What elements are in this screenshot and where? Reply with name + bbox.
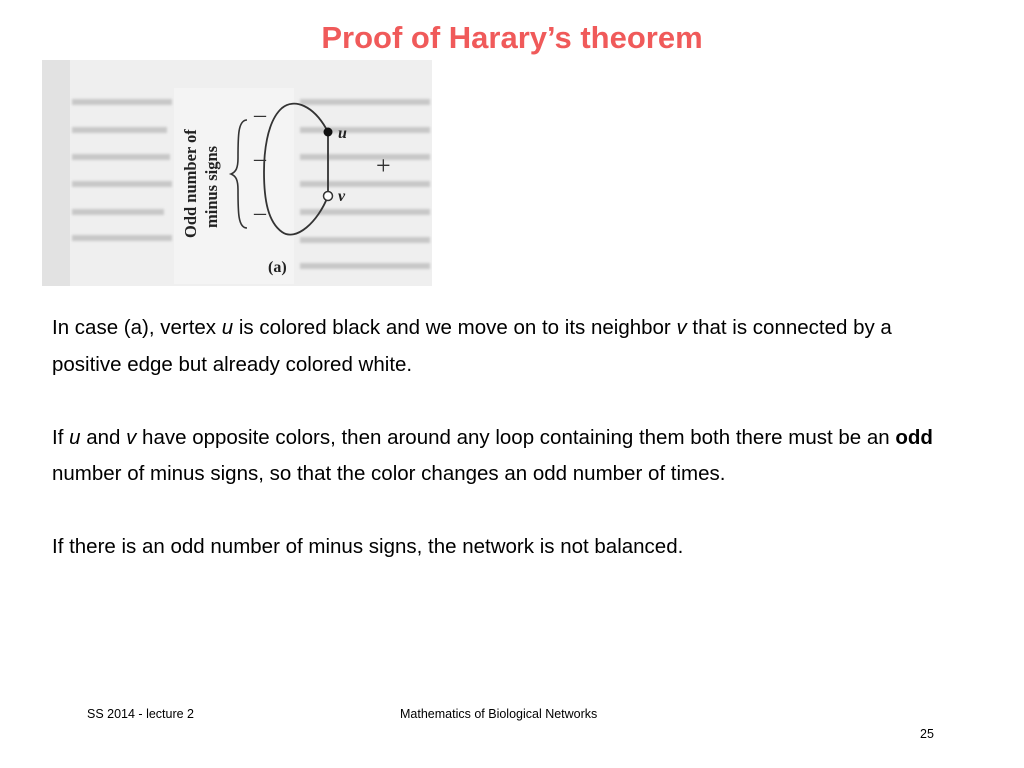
slide-body [52, 310, 952, 566]
p2-text-3: have opposite colors, then around any loop containing them both there must be an [136, 425, 896, 449]
figure-left-shade [42, 60, 70, 286]
p2-text-1: If [52, 425, 70, 449]
vertex-u-label: u [338, 125, 347, 142]
p2-var-v: v [126, 425, 137, 449]
p2-bold-odd: odd [895, 425, 933, 449]
footer-lecture: SS 2014 - lecture 2 [87, 707, 195, 721]
side-label-line1: Odd number of [181, 129, 200, 238]
plus-sign: + [376, 151, 391, 180]
side-label-line2: minus signs [202, 145, 221, 228]
minus-sign-middle: – [254, 146, 266, 172]
paragraph-opposite-colors [52, 420, 952, 493]
minus-sign-bottom: – [254, 200, 266, 226]
vertex-v-label: v [338, 188, 346, 205]
page-number: 25 [920, 727, 934, 741]
p1-text-2: is colored black and we move on to its neighbor [233, 316, 677, 339]
p1-text-1: In case (a), vertex [52, 316, 222, 339]
figure-caption: (a) [268, 259, 287, 276]
p1-var-v: v [676, 316, 687, 339]
p2-var-u: u [69, 425, 81, 449]
slide-title: Proof of Harary’s theorem [321, 20, 703, 55]
vertex-v-dot [324, 192, 333, 201]
minus-sign-top: – [254, 102, 266, 128]
paragraph-case-a [52, 310, 952, 383]
p2-text-2: and [80, 425, 127, 449]
odd-cycle-figure [42, 60, 432, 286]
p1-var-u: u [221, 316, 234, 339]
p1-text-3: that is connected by a positive edge but already colored white. [52, 316, 892, 376]
paragraph-conclusion: If there is an odd number of minus signs, the network is not balanced. [52, 535, 684, 558]
p2-text-4: number of minus signs, so that the color changes an odd number of times. [52, 462, 726, 485]
vertex-u-dot [324, 128, 333, 137]
footer-course-title: Mathematics of Biological Networks [400, 707, 598, 721]
